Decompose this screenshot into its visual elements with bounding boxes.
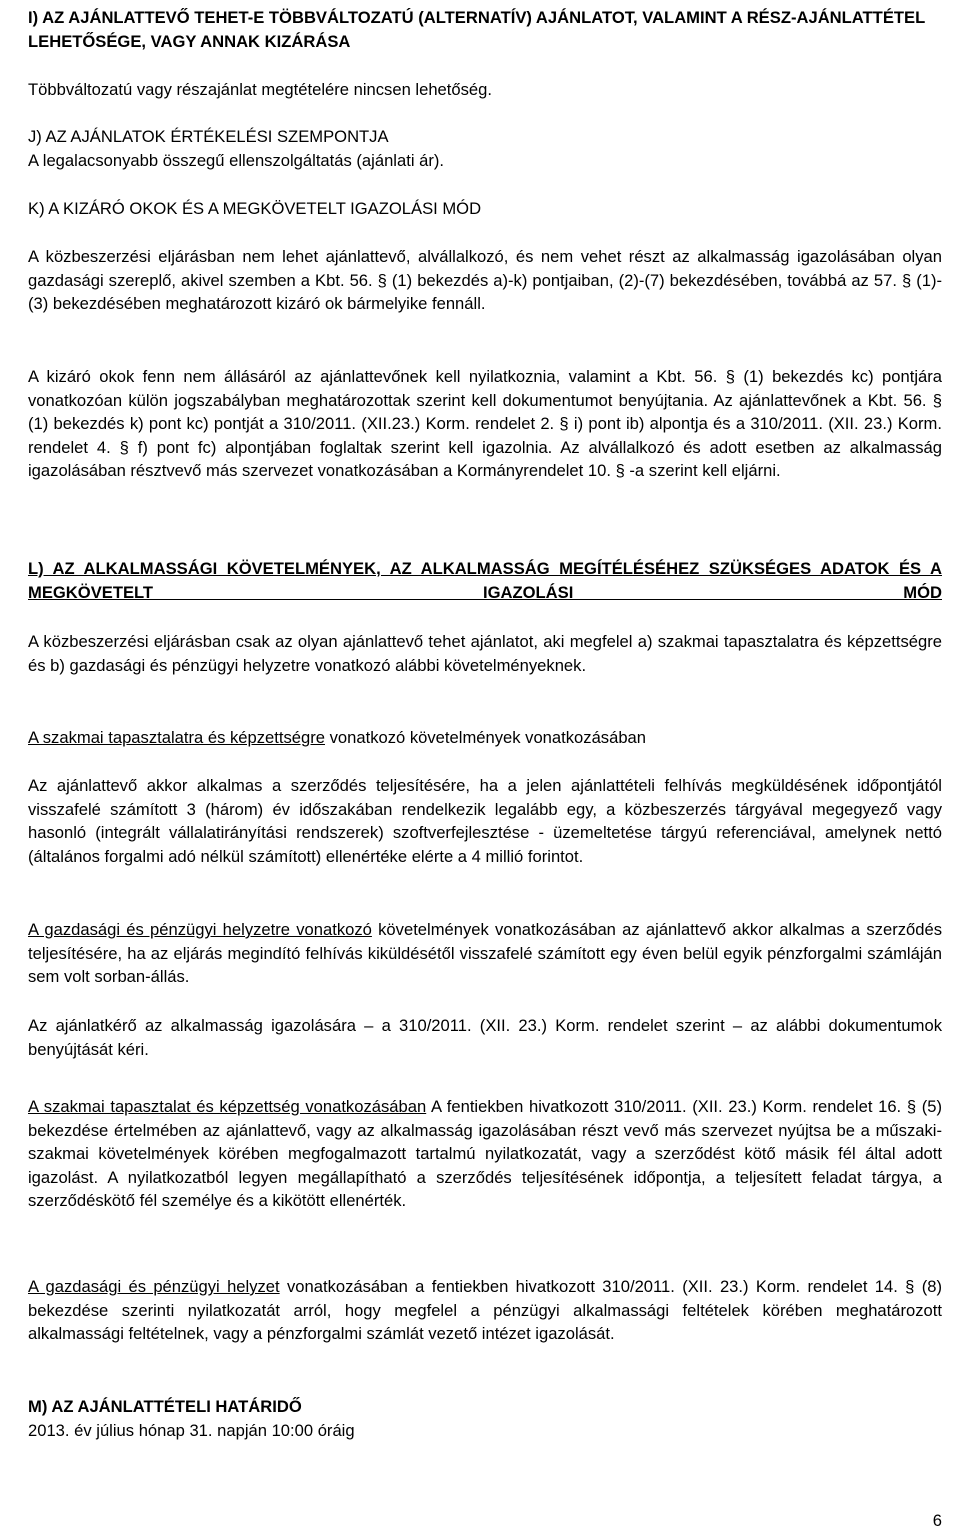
gazdasagi-documents-rest: vonatkozásában a fentiekben hivatkozott 310/2011. (XII. 23.) Korm. rendelet 14. § (8) bekezdése szerinti nyilatkozatát arról, hogy megfelel a pénzügyi alkalmassági feltételek körében meghatározott alkalmassági feltételnek, vagy a pénzforgalmi számlát vezető intézet igazolását. [28,1277,942,1343]
section-i-heading: I) AZ AJÁNLATTEVŐ TEHET-E TÖBBVÁLTOZATÚ (ALTERNATÍV) AJÁNLATOT, VALAMINT A RÉSZ-AJÁNLATTÉTEL LEHETŐSÉGE, VAGY ANNAK KIZÁRÁSA [28,8,925,51]
section-k-paragraph-2: A kizáró okok fenn nem állásáról az ajánlattevőnek kell nyilatkoznia, valamint a Kbt. 56. § (1) bekezdés kc) pontjára vonatkozóan külön jogszabályban meghatározottak szerint kell dokumentumot benyújtania. Az ajánlattevőnek a Kbt. 56. § (1) bekezdés k) pont kc) pontját a 310/2011. (XII.23.) Korm. rendelet 2. § i) pont ib) alpontja és a 310/2011. (XII. 23.) Korm. rendelet 4. § f) pont fc) alpontjában foglaltak szerint kell igazolnia. Az alvállalkozó és adott esetben az alkalmasság igazolásában résztvevő más szervezet vonatkozásában a Kormányrendelet 10. § -a szerint kell eljárni. [28,367,942,480]
section-k-heading: K) A KIZÁRÓ OKOK ÉS A MEGKÖVETELT IGAZOLÁSI MÓD [28,199,482,218]
szakmai-documents-paragraph [28,1095,942,1213]
igazolas-paragraph: Az ajánlatkérő az alkalmasság igazolására – a 310/2011. (XII. 23.) Korm. rendelet szerint – az alábbi dokumentumok benyújtását kéri. [28,1016,942,1059]
gazdasagi-documents-underlined: A gazdasági és pénzügyi helyzet [28,1277,280,1296]
szakmai-requirements-body: Az ajánlattevő akkor alkalmas a szerződés teljesítésére, ha a jelen ajánlattételi felhívás megküldésének időpontjától visszafelé számított 3 (három) év időszakában rendelkezik legalább egy, a közbeszerzés tárgyával megegyező vagy hasonló (integrált vállalatirányítási rendszerek) szoftverfejlesztése - üzemeltetése tárgyú referenciával, amelynek nettó (általános forgalmi adó nélkül számított) ellenértéke elérte a 4 millió forintot. [28,776,942,866]
section-l-heading: L) AZ ALKALMASSÁGI KÖVETELMÉNYEK, AZ ALKALMASSÁG MEGÍTÉLÉSÉHEZ SZÜKSÉGES ADATOK ÉS A MEGKÖVETELT IGAZOLÁSI MÓD [28,559,942,602]
section-i-body: Többváltozatú vagy részajánlat megtételére nincsen lehetőség. [28,80,492,99]
szakmai-requirements-label-rest: vonatkozó követelmények vonatkozásában [325,728,647,747]
section-m-body: 2013. év július hónap 31. napján 10:00 óráig [28,1421,355,1440]
gazdasagi-requirements-underlined: A gazdasági és pénzügyi helyzetre vonatkozó [28,920,372,939]
section-l-intro: A közbeszerzési eljárásban csak az olyan ajánlattevő tehet ajánlatot, aki megfelel a) szakmai tapasztalatra és képzettségre és b) gazdasági és pénzügyi helyzetre vonatkozó alábbi követelményeknek. [28,632,942,675]
section-m-heading: M) AZ AJÁNLATTÉTELI HATÁRIDŐ [28,1397,302,1416]
szakmai-requirements-label-underlined: A szakmai tapasztalatra és képzettségre [28,728,325,747]
section-j-body: A legalacsonyabb összegű ellenszolgáltatás (ajánlati ár). [28,151,445,170]
gazdasagi-requirements-rest: követelmények vonatkozásában az ajánlattevő akkor alkalmas a szerződés teljesítésére, ha az eljárás megindító felhívás kiküldésétől visszafelé számított egy éven belül egyik pénzforgalmi számláján sem volt sorban-állás. [28,920,943,986]
section-j-heading: J) AZ AJÁNLATOK ÉRTÉKELÉSI SZEMPONTJA [28,127,389,146]
gazdasagi-documents-paragraph [28,1275,942,1346]
gazdasagi-requirements-paragraph [28,918,942,989]
szakmai-documents-rest: A fentiekben hivatkozott 310/2011. (XII. 23.) Korm. rendelet 16. § (5) bekezdése értelmében az ajánlattevő, vagy az alkalmasság igazolásában részt vevő más szervezet nyújtsa be a műszaki-szakmai követelmények körében megfogalmazott tartalmú nyilatkozatát, vagy a szerződést kötő másik fél által adott igazolást. A nyilatkozatból legyen megállapítható a szerződés teljesítésének időpontja, a teljesített feladat tárgya, a szerződéskötő fél személye és a kikötött ellenérték. [28,1097,942,1210]
szakmai-requirements-label [28,726,942,750]
section-k-paragraph-1: A közbeszerzési eljárásban nem lehet ajánlattevő, alvállalkozó, és nem vehet részt az alkalmasság igazolásában olyan gazdasági szereplő, akivel szemben a Kbt. 56. § (1) bekezdés a)-k) pontjaiban, (2)-(7) bekezdésében, továbbá az 57. § (1)-(3) bekezdésében meghatározott kizáró ok bármelyike fennáll. [28,247,942,313]
page-number: 6 [932,1511,942,1530]
szakmai-documents-underlined: A szakmai tapasztalat és képzettség vonatkozásában [28,1097,427,1116]
